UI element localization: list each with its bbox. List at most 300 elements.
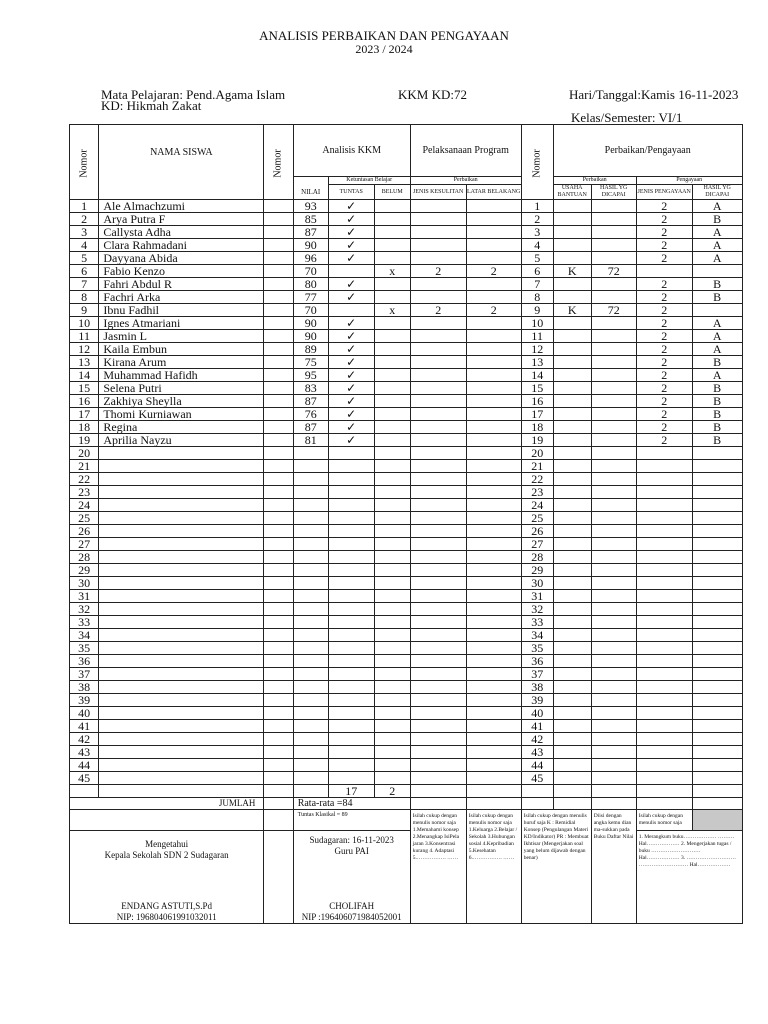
- usaha-bantuan-cell: [553, 538, 591, 551]
- jenis-kesulitan-cell: [410, 395, 466, 408]
- hasil-pengayaan-cell: A: [692, 317, 742, 330]
- tuntas-cell: [328, 304, 374, 317]
- guru-nip: NIP :196406071984052001: [301, 912, 402, 922]
- hasil-dicapai-cell: [591, 395, 636, 408]
- belum-cell: [374, 772, 410, 785]
- belum-cell: [374, 226, 410, 239]
- nilai-cell: 93: [293, 200, 328, 213]
- hasil-pengayaan-cell: A: [692, 369, 742, 382]
- student-name: Fabio Kenzo: [99, 265, 264, 278]
- nilai-cell: [293, 603, 328, 616]
- hasil-pengayaan-cell: A: [692, 239, 742, 252]
- table-row: [70, 382, 743, 395]
- page-title: ANALISIS PERBAIKAN DAN PENGAYAAN: [259, 28, 509, 43]
- row-number-2: 7: [521, 278, 553, 291]
- row-number-2: 10: [521, 317, 553, 330]
- student-name: [99, 720, 264, 733]
- usaha-bantuan-cell: [553, 343, 591, 356]
- note-usaha-bantuan: Isilah cukup dengan menulis huruf saja K : Remidial Konsep (Pengulangan Materi KD/Indikator) PR : Membuat Ikhtisar (Mengerjakan soal yang belum dijawab dengan benar): [521, 810, 591, 924]
- hari-tanggal: Hari/Tanggal:Kamis 16-11-2023: [569, 87, 739, 102]
- latar-belakang-cell: [466, 564, 521, 577]
- row-number: 7: [70, 278, 99, 291]
- belum-cell: [374, 694, 410, 707]
- row-number-2: 35: [521, 642, 553, 655]
- row-number: 17: [70, 408, 99, 421]
- hasil-pengayaan-cell: [692, 577, 742, 590]
- tuntas-cell: [328, 616, 374, 629]
- row-number-2: 40: [521, 707, 553, 720]
- tuntas-cell: [328, 512, 374, 525]
- jenis-kesulitan-cell: [410, 538, 466, 551]
- latar-belakang-cell: [466, 512, 521, 525]
- latar-belakang-cell: [466, 317, 521, 330]
- jenis-pengayaan-cell: 2: [636, 278, 692, 291]
- belum-cell: [374, 291, 410, 304]
- hasil-pengayaan-cell: [692, 512, 742, 525]
- row-number: 24: [70, 499, 99, 512]
- guru-title: Guru PAI: [334, 846, 369, 856]
- hasil-dicapai-cell: [591, 629, 636, 642]
- tuntas-klasikal: Tuntas Klasikal = 89: [293, 810, 410, 831]
- table-row: [70, 265, 743, 278]
- latar-belakang-cell: [466, 369, 521, 382]
- header-pengayaan: Pengayaan: [636, 177, 742, 185]
- row-number-2: 24: [521, 499, 553, 512]
- table-row: [70, 252, 743, 265]
- latar-belakang-cell: 2: [466, 304, 521, 317]
- student-name: [99, 759, 264, 772]
- tuntas-cell: ✓: [328, 278, 374, 291]
- table-row: [70, 304, 743, 317]
- tuntas-cell: [328, 473, 374, 486]
- row-number-2: 32: [521, 603, 553, 616]
- belum-cell: [374, 746, 410, 759]
- row-number-2: 28: [521, 551, 553, 564]
- table-row: [70, 681, 743, 694]
- usaha-bantuan-cell: [553, 395, 591, 408]
- belum-cell: [374, 369, 410, 382]
- student-name: [99, 603, 264, 616]
- kepala-title: Kepala Sekolah SDN 2 Sudagaran: [104, 850, 229, 860]
- row-number: 21: [70, 460, 99, 473]
- latar-belakang-cell: [466, 499, 521, 512]
- latar-belakang-cell: [466, 616, 521, 629]
- hasil-pengayaan-cell: A: [692, 330, 742, 343]
- latar-belakang-cell: [466, 213, 521, 226]
- jenis-pengayaan-cell: [636, 603, 692, 616]
- hasil-pengayaan-cell: [692, 265, 742, 278]
- header-pelaksanaan: Pelaksanaan Program: [410, 125, 521, 177]
- latar-belakang-cell: [466, 707, 521, 720]
- rata-rata: Rata-rata =84: [293, 798, 410, 810]
- table-row: [70, 499, 743, 512]
- jenis-kesulitan-cell: [410, 226, 466, 239]
- latar-belakang-cell: [466, 603, 521, 616]
- header-latar-belakang: LATAR BELAKANG: [466, 185, 521, 200]
- hasil-dicapai-cell: [591, 512, 636, 525]
- jenis-kesulitan-cell: [410, 746, 466, 759]
- student-name: [99, 655, 264, 668]
- belum-cell: [374, 720, 410, 733]
- usaha-bantuan-cell: [553, 447, 591, 460]
- usaha-bantuan-cell: [553, 460, 591, 473]
- tuntas-cell: ✓: [328, 356, 374, 369]
- row-number: 5: [70, 252, 99, 265]
- header-nomor: Nomor: [70, 125, 99, 200]
- row-number-2: 5: [521, 252, 553, 265]
- row-number-2: 2: [521, 213, 553, 226]
- hasil-dicapai-cell: [591, 694, 636, 707]
- belum-cell: [374, 590, 410, 603]
- latar-belakang-cell: 2: [466, 265, 521, 278]
- table-row: [70, 551, 743, 564]
- table-row: [70, 720, 743, 733]
- student-name: [99, 707, 264, 720]
- jenis-pengayaan-cell: 2: [636, 369, 692, 382]
- student-name: [99, 616, 264, 629]
- tuntas-cell: ✓: [328, 200, 374, 213]
- table-row: [70, 538, 743, 551]
- signature-guru: [293, 831, 410, 924]
- hasil-dicapai-cell: [591, 239, 636, 252]
- belum-cell: [374, 564, 410, 577]
- usaha-bantuan-cell: [553, 317, 591, 330]
- jenis-kesulitan-cell: [410, 629, 466, 642]
- latar-belakang-cell: [466, 720, 521, 733]
- jenis-kesulitan-cell: [410, 239, 466, 252]
- table-row: [70, 213, 743, 226]
- tuntas-cell: [328, 720, 374, 733]
- hasil-dicapai-cell: [591, 447, 636, 460]
- latar-belakang-cell: [466, 356, 521, 369]
- tuntas-cell: ✓: [328, 369, 374, 382]
- jenis-kesulitan-cell: [410, 434, 466, 447]
- student-name: [99, 538, 264, 551]
- jenis-pengayaan-cell: [636, 564, 692, 577]
- hasil-pengayaan-cell: [692, 733, 742, 746]
- hasil-dicapai-cell: [591, 473, 636, 486]
- jenis-kesulitan-cell: [410, 382, 466, 395]
- row-number: 28: [70, 551, 99, 564]
- jenis-pengayaan-cell: [636, 668, 692, 681]
- kelas-semester: Kelas/Semester: VI/1: [571, 110, 683, 125]
- row-number-2: 22: [521, 473, 553, 486]
- row-number-2: 9: [521, 304, 553, 317]
- jenis-pengayaan-cell: [636, 694, 692, 707]
- row-number: 36: [70, 655, 99, 668]
- usaha-bantuan-cell: [553, 733, 591, 746]
- jenis-pengayaan-cell: [636, 538, 692, 551]
- tuntas-cell: [328, 265, 374, 278]
- nilai-cell: 87: [293, 421, 328, 434]
- student-name: Ibnu Fadhil: [99, 304, 264, 317]
- hasil-dicapai-cell: [591, 642, 636, 655]
- usaha-bantuan-cell: [553, 239, 591, 252]
- hasil-pengayaan-cell: B: [692, 421, 742, 434]
- hasil-dicapai-cell: [591, 499, 636, 512]
- row-number-2: 38: [521, 681, 553, 694]
- row-number: 23: [70, 486, 99, 499]
- jenis-kesulitan-cell: [410, 564, 466, 577]
- student-name: [99, 629, 264, 642]
- tuntas-cell: [328, 707, 374, 720]
- nilai-cell: 85: [293, 213, 328, 226]
- usaha-bantuan-cell: [553, 772, 591, 785]
- table-row: [70, 239, 743, 252]
- jenis-pengayaan-cell: 2: [636, 421, 692, 434]
- table-row: [70, 395, 743, 408]
- kepala-name: ENDANG ASTUTI,S.Pd: [121, 901, 213, 911]
- hasil-pengayaan-cell: [692, 772, 742, 785]
- student-name: Muhammad Hafidh: [99, 369, 264, 382]
- row-number-2: 23: [521, 486, 553, 499]
- row-number-2: 27: [521, 538, 553, 551]
- latar-belakang-cell: [466, 460, 521, 473]
- hasil-dicapai-cell: [591, 317, 636, 330]
- table-row: [70, 733, 743, 746]
- jenis-pengayaan-cell: 2: [636, 304, 692, 317]
- row-number: 30: [70, 577, 99, 590]
- hasil-pengayaan-cell: [692, 720, 742, 733]
- table-row: [70, 343, 743, 356]
- belum-cell: [374, 668, 410, 681]
- row-number-2: 4: [521, 239, 553, 252]
- nilai-cell: [293, 746, 328, 759]
- jenis-pengayaan-cell: [636, 655, 692, 668]
- student-name: [99, 733, 264, 746]
- row-number-2: 29: [521, 564, 553, 577]
- student-name: Jasmin L: [99, 330, 264, 343]
- hasil-dicapai-cell: [591, 759, 636, 772]
- mengetahui: Mengetahui: [145, 839, 189, 849]
- row-number: 44: [70, 759, 99, 772]
- note-jenis-kesulitan: Isilah cukup dengan menulis nomor saja 1.Memahami konsep 2.Menangkap IsiPela jaran 3.Konsentrasi kurang 4. Adaptasi 5.……………. ……: [410, 810, 466, 924]
- nilai-cell: [293, 525, 328, 538]
- jenis-kesulitan-cell: [410, 694, 466, 707]
- row-number: 4: [70, 239, 99, 252]
- table-row: [70, 616, 743, 629]
- table-row: [70, 330, 743, 343]
- usaha-bantuan-cell: K: [553, 304, 591, 317]
- student-name: [99, 460, 264, 473]
- nilai-cell: 70: [293, 304, 328, 317]
- hasil-dicapai-cell: [591, 733, 636, 746]
- jenis-pengayaan-cell: [636, 746, 692, 759]
- nilai-cell: 90: [293, 317, 328, 330]
- latar-belakang-cell: [466, 382, 521, 395]
- usaha-bantuan-cell: [553, 629, 591, 642]
- guru-name: CHOLIFAH: [329, 901, 375, 911]
- hasil-pengayaan-cell: [692, 486, 742, 499]
- header-jenis-pengayaan: JENIS PENGAYAAN: [636, 185, 692, 200]
- jenis-kesulitan-cell: [410, 421, 466, 434]
- student-name: [99, 486, 264, 499]
- student-name: [99, 694, 264, 707]
- hasil-pengayaan-cell: A: [692, 200, 742, 213]
- latar-belakang-cell: [466, 226, 521, 239]
- jenis-pengayaan-cell: [636, 629, 692, 642]
- belum-cell: [374, 603, 410, 616]
- latar-belakang-cell: [466, 538, 521, 551]
- latar-belakang-cell: [466, 291, 521, 304]
- jenis-kesulitan-cell: [410, 720, 466, 733]
- table-row: [70, 668, 743, 681]
- nilai-cell: 87: [293, 395, 328, 408]
- row-number: 1: [70, 200, 99, 213]
- nilai-cell: [293, 447, 328, 460]
- row-number-2: 11: [521, 330, 553, 343]
- jenis-kesulitan-cell: [410, 343, 466, 356]
- row-number-2: 19: [521, 434, 553, 447]
- belum-cell: [374, 473, 410, 486]
- nilai-cell: 95: [293, 369, 328, 382]
- jenis-kesulitan-cell: [410, 603, 466, 616]
- nilai-cell: 70: [293, 265, 328, 278]
- nilai-cell: [293, 642, 328, 655]
- tuntas-cell: ✓: [328, 330, 374, 343]
- jenis-kesulitan-cell: [410, 655, 466, 668]
- student-name: Kaila Embun: [99, 343, 264, 356]
- student-name: Fachri Arka: [99, 291, 264, 304]
- jenis-kesulitan-cell: [410, 369, 466, 382]
- latar-belakang-cell: [466, 655, 521, 668]
- jenis-kesulitan-cell: [410, 707, 466, 720]
- usaha-bantuan-cell: [553, 603, 591, 616]
- hasil-pengayaan-cell: [692, 551, 742, 564]
- latar-belakang-cell: [466, 772, 521, 785]
- latar-belakang-cell: [466, 668, 521, 681]
- kkm-kd: KKM KD:72: [398, 87, 467, 102]
- student-name: Thomi Kurniawan: [99, 408, 264, 421]
- row-number: 22: [70, 473, 99, 486]
- nilai-cell: 76: [293, 408, 328, 421]
- usaha-bantuan-cell: [553, 330, 591, 343]
- table-row: [70, 434, 743, 447]
- usaha-bantuan-cell: [553, 473, 591, 486]
- hasil-pengayaan-cell: [692, 616, 742, 629]
- table-row: [70, 655, 743, 668]
- nilai-cell: [293, 655, 328, 668]
- hasil-dicapai-cell: [591, 356, 636, 369]
- tuntas-cell: ✓: [328, 421, 374, 434]
- student-name: Aprilia Nayzu: [99, 434, 264, 447]
- note-latar-belakang: Isilah cukup dengan menulis nomor saja 1.Keluarga 2.Belajar / Sekolah 3.Hubungan sosial 4.Kepribadian 5.Kesehatan 6.……………. ……: [466, 810, 521, 924]
- hasil-dicapai-cell: [591, 655, 636, 668]
- belum-cell: [374, 382, 410, 395]
- nilai-cell: [293, 473, 328, 486]
- tuntas-cell: [328, 525, 374, 538]
- usaha-bantuan-cell: [553, 421, 591, 434]
- nilai-cell: [293, 733, 328, 746]
- table-row: [70, 473, 743, 486]
- belum-cell: [374, 395, 410, 408]
- usaha-bantuan-cell: [553, 486, 591, 499]
- header-nomor-2: Nomor: [264, 125, 293, 200]
- usaha-bantuan-cell: [553, 759, 591, 772]
- row-number: 10: [70, 317, 99, 330]
- belum-cell: [374, 499, 410, 512]
- tuntas-cell: [328, 733, 374, 746]
- belum-cell: [374, 239, 410, 252]
- jenis-pengayaan-cell: [636, 733, 692, 746]
- latar-belakang-cell: [466, 759, 521, 772]
- row-number: 2: [70, 213, 99, 226]
- student-name: Regina: [99, 421, 264, 434]
- usaha-bantuan-cell: [553, 278, 591, 291]
- row-number: 15: [70, 382, 99, 395]
- latar-belakang-cell: [466, 577, 521, 590]
- usaha-bantuan-cell: [553, 434, 591, 447]
- hasil-pengayaan-cell: [692, 694, 742, 707]
- jenis-pengayaan-cell: [636, 265, 692, 278]
- usaha-bantuan-cell: [553, 408, 591, 421]
- hasil-pengayaan-cell: [692, 499, 742, 512]
- row-number: 19: [70, 434, 99, 447]
- latar-belakang-cell: [466, 330, 521, 343]
- hasil-pengayaan-cell: [692, 473, 742, 486]
- row-number-2: 18: [521, 421, 553, 434]
- place-date: Sudagaran: 16-11-2023: [309, 835, 394, 845]
- hasil-dicapai-cell: [591, 291, 636, 304]
- hasil-pengayaan-cell: [692, 538, 742, 551]
- jenis-pengayaan-cell: 2: [636, 226, 692, 239]
- hasil-pengayaan-cell: B: [692, 434, 742, 447]
- hasil-pengayaan-cell: B: [692, 291, 742, 304]
- student-name: Callysta Adha: [99, 226, 264, 239]
- row-number: 16: [70, 395, 99, 408]
- row-number-2: 39: [521, 694, 553, 707]
- hasil-pengayaan-cell: B: [692, 395, 742, 408]
- latar-belakang-cell: [466, 694, 521, 707]
- header-nilai: NILAI: [293, 177, 328, 200]
- nilai-cell: 83: [293, 382, 328, 395]
- belum-cell: [374, 434, 410, 447]
- table-row: [70, 369, 743, 382]
- hasil-pengayaan-cell: B: [692, 356, 742, 369]
- row-number: 35: [70, 642, 99, 655]
- hasil-dicapai-cell: [591, 278, 636, 291]
- hasil-dicapai-cell: [591, 603, 636, 616]
- usaha-bantuan-cell: [553, 356, 591, 369]
- table-row: [70, 564, 743, 577]
- student-name: [99, 499, 264, 512]
- tuntas-cell: [328, 564, 374, 577]
- tuntas-cell: [328, 759, 374, 772]
- tuntas-cell: ✓: [328, 408, 374, 421]
- hasil-pengayaan-cell: [692, 707, 742, 720]
- belum-cell: [374, 447, 410, 460]
- latar-belakang-cell: [466, 434, 521, 447]
- nilai-cell: 75: [293, 356, 328, 369]
- hasil-pengayaan-cell: [692, 759, 742, 772]
- usaha-bantuan-cell: [553, 200, 591, 213]
- hasil-pengayaan-cell: [692, 629, 742, 642]
- header-analisis-kkm: Analisis KKM: [293, 125, 410, 177]
- belum-cell: [374, 525, 410, 538]
- hasil-dicapai-cell: [591, 421, 636, 434]
- latar-belakang-cell: [466, 525, 521, 538]
- hasil-pengayaan-cell: [692, 447, 742, 460]
- row-number: 26: [70, 525, 99, 538]
- note-hasil-dicapai: Diisi dengan angka kemu dian ma-sukkan pada Buku Daftar Nilai: [591, 810, 636, 924]
- nilai-cell: [293, 512, 328, 525]
- jenis-kesulitan-cell: [410, 473, 466, 486]
- signature-kepala: [70, 831, 264, 924]
- usaha-bantuan-cell: [553, 707, 591, 720]
- latar-belakang-cell: [466, 408, 521, 421]
- tuntas-cell: [328, 655, 374, 668]
- jenis-kesulitan-cell: 2: [410, 265, 466, 278]
